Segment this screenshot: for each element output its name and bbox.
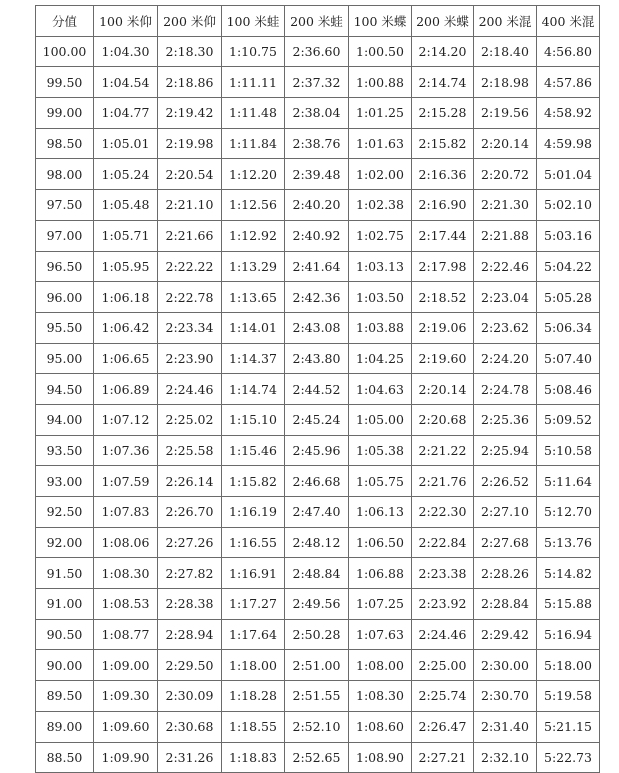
- time-cell: 2:19.60: [412, 343, 474, 374]
- table-row: [36, 282, 600, 313]
- time-cell: 2:17.98: [412, 251, 474, 282]
- score-cell: 91.00: [36, 589, 94, 620]
- time-cell: 1:06.89: [94, 374, 158, 405]
- time-cell: 1:09.00: [94, 650, 158, 681]
- score-cell: 95.00: [36, 343, 94, 374]
- time-cell: 5:06.34: [537, 312, 600, 343]
- time-cell: 2:25.74: [412, 681, 474, 712]
- time-cell: 2:25.00: [412, 650, 474, 681]
- time-cell: 2:31.26: [158, 742, 222, 773]
- time-cell: 2:26.52: [474, 466, 537, 497]
- time-cell: 2:20.54: [158, 159, 222, 190]
- time-cell: 1:06.18: [94, 282, 158, 313]
- swimming-score-table: [35, 5, 600, 773]
- time-cell: 1:02.00: [349, 159, 412, 190]
- time-cell: 2:24.78: [474, 374, 537, 405]
- time-cell: 2:24.46: [412, 619, 474, 650]
- time-cell: 1:14.37: [222, 343, 285, 374]
- score-cell: 92.00: [36, 527, 94, 558]
- time-cell: 2:41.64: [285, 251, 349, 282]
- time-cell: 1:11.11: [222, 67, 285, 98]
- table-row: [36, 650, 600, 681]
- score-cell: 99.00: [36, 98, 94, 129]
- time-cell: 1:18.00: [222, 650, 285, 681]
- time-cell: 2:27.10: [474, 497, 537, 528]
- time-cell: 5:11.64: [537, 466, 600, 497]
- table-row: [36, 497, 600, 528]
- table-row: [36, 466, 600, 497]
- time-cell: 1:09.90: [94, 742, 158, 773]
- score-cell: 96.00: [36, 282, 94, 313]
- time-cell: 5:04.22: [537, 251, 600, 282]
- time-cell: 2:22.30: [412, 497, 474, 528]
- header-row: [36, 6, 600, 37]
- score-cell: 97.50: [36, 190, 94, 221]
- time-cell: 1:05.71: [94, 220, 158, 251]
- time-cell: 1:09.60: [94, 711, 158, 742]
- time-cell: 1:17.64: [222, 619, 285, 650]
- score-cell: 98.00: [36, 159, 94, 190]
- score-cell: 90.00: [36, 650, 94, 681]
- time-cell: 2:23.92: [412, 589, 474, 620]
- time-cell: 2:18.52: [412, 282, 474, 313]
- time-cell: 5:21.15: [537, 711, 600, 742]
- time-cell: 2:14.20: [412, 36, 474, 67]
- time-cell: 1:05.01: [94, 128, 158, 159]
- time-cell: 2:32.10: [474, 742, 537, 773]
- time-cell: 1:13.65: [222, 282, 285, 313]
- table-row: [36, 527, 600, 558]
- time-cell: 2:27.26: [158, 527, 222, 558]
- time-cell: 2:40.92: [285, 220, 349, 251]
- score-cell: 91.50: [36, 558, 94, 589]
- time-cell: 2:21.66: [158, 220, 222, 251]
- time-cell: 1:07.83: [94, 497, 158, 528]
- time-cell: 2:18.86: [158, 67, 222, 98]
- score-cell: 96.50: [36, 251, 94, 282]
- table-row: [36, 251, 600, 282]
- score-cell: 97.00: [36, 220, 94, 251]
- time-cell: 2:38.04: [285, 98, 349, 129]
- time-cell: 2:25.94: [474, 435, 537, 466]
- time-cell: 2:44.52: [285, 374, 349, 405]
- time-cell: 2:46.68: [285, 466, 349, 497]
- time-cell: 2:23.04: [474, 282, 537, 313]
- time-cell: 2:24.46: [158, 374, 222, 405]
- time-cell: 1:14.74: [222, 374, 285, 405]
- time-cell: 1:03.50: [349, 282, 412, 313]
- time-cell: 1:07.59: [94, 466, 158, 497]
- time-cell: 1:18.55: [222, 711, 285, 742]
- time-cell: 5:19.58: [537, 681, 600, 712]
- time-cell: 2:30.00: [474, 650, 537, 681]
- time-cell: 1:02.75: [349, 220, 412, 251]
- time-cell: 1:15.10: [222, 404, 285, 435]
- time-cell: 1:18.28: [222, 681, 285, 712]
- time-cell: 1:04.63: [349, 374, 412, 405]
- time-cell: 2:23.34: [158, 312, 222, 343]
- column-header: 400 米混: [537, 6, 600, 37]
- time-cell: 2:28.26: [474, 558, 537, 589]
- time-cell: 2:20.68: [412, 404, 474, 435]
- time-cell: 1:00.50: [349, 36, 412, 67]
- table-row: [36, 128, 600, 159]
- time-cell: 1:04.54: [94, 67, 158, 98]
- score-cell: 95.50: [36, 312, 94, 343]
- table-body: [36, 36, 600, 773]
- time-cell: 2:36.60: [285, 36, 349, 67]
- time-cell: 5:01.04: [537, 159, 600, 190]
- time-cell: 5:10.58: [537, 435, 600, 466]
- time-cell: 1:15.82: [222, 466, 285, 497]
- table-row: [36, 190, 600, 221]
- time-cell: 1:08.60: [349, 711, 412, 742]
- time-cell: 2:29.50: [158, 650, 222, 681]
- time-cell: 1:03.13: [349, 251, 412, 282]
- time-cell: 2:28.94: [158, 619, 222, 650]
- table-row: [36, 619, 600, 650]
- time-cell: 2:49.56: [285, 589, 349, 620]
- time-cell: 2:22.78: [158, 282, 222, 313]
- time-cell: 2:19.42: [158, 98, 222, 129]
- time-cell: 1:06.65: [94, 343, 158, 374]
- time-cell: 1:06.88: [349, 558, 412, 589]
- table-row: [36, 742, 600, 773]
- time-cell: 5:02.10: [537, 190, 600, 221]
- time-cell: 2:16.90: [412, 190, 474, 221]
- time-cell: 2:26.70: [158, 497, 222, 528]
- time-cell: 2:24.20: [474, 343, 537, 374]
- column-header: 200 米仰: [158, 6, 222, 37]
- time-cell: 2:37.32: [285, 67, 349, 98]
- time-cell: 5:09.52: [537, 404, 600, 435]
- time-cell: 5:16.94: [537, 619, 600, 650]
- time-cell: 1:01.63: [349, 128, 412, 159]
- score-cell: 92.50: [36, 497, 94, 528]
- time-cell: 2:20.14: [474, 128, 537, 159]
- time-cell: 2:30.09: [158, 681, 222, 712]
- time-cell: 1:16.55: [222, 527, 285, 558]
- time-cell: 2:14.74: [412, 67, 474, 98]
- score-cell: 90.50: [36, 619, 94, 650]
- time-cell: 5:18.00: [537, 650, 600, 681]
- time-cell: 1:10.75: [222, 36, 285, 67]
- table-row: [36, 98, 600, 129]
- time-cell: 1:00.88: [349, 67, 412, 98]
- time-cell: 2:52.10: [285, 711, 349, 742]
- time-cell: 2:25.58: [158, 435, 222, 466]
- score-cell: 99.50: [36, 67, 94, 98]
- time-cell: 1:06.50: [349, 527, 412, 558]
- time-cell: 1:12.56: [222, 190, 285, 221]
- score-cell: 98.50: [36, 128, 94, 159]
- column-header: 200 米蝶: [412, 6, 474, 37]
- time-cell: 2:23.90: [158, 343, 222, 374]
- time-cell: 1:08.53: [94, 589, 158, 620]
- time-cell: 1:02.38: [349, 190, 412, 221]
- table-row: [36, 67, 600, 98]
- time-cell: 1:12.20: [222, 159, 285, 190]
- table-row: [36, 711, 600, 742]
- time-cell: 5:12.70: [537, 497, 600, 528]
- time-cell: 2:26.14: [158, 466, 222, 497]
- column-header: 100 米蛙: [222, 6, 285, 37]
- time-cell: 1:07.12: [94, 404, 158, 435]
- time-cell: 5:22.73: [537, 742, 600, 773]
- time-cell: 2:40.20: [285, 190, 349, 221]
- table-row: [36, 343, 600, 374]
- score-cell: 93.50: [36, 435, 94, 466]
- time-cell: 2:21.10: [158, 190, 222, 221]
- time-cell: 5:08.46: [537, 374, 600, 405]
- time-cell: 2:18.40: [474, 36, 537, 67]
- time-cell: 2:20.14: [412, 374, 474, 405]
- time-cell: 2:30.68: [158, 711, 222, 742]
- time-cell: 1:18.83: [222, 742, 285, 773]
- time-cell: 5:03.16: [537, 220, 600, 251]
- time-cell: 2:50.28: [285, 619, 349, 650]
- time-cell: 2:27.21: [412, 742, 474, 773]
- score-cell: 93.00: [36, 466, 94, 497]
- time-cell: 1:07.36: [94, 435, 158, 466]
- time-cell: 2:15.82: [412, 128, 474, 159]
- score-cell: 94.00: [36, 404, 94, 435]
- time-cell: 5:07.40: [537, 343, 600, 374]
- time-cell: 2:28.38: [158, 589, 222, 620]
- time-cell: 2:43.08: [285, 312, 349, 343]
- table-row: [36, 36, 600, 67]
- time-cell: 2:25.02: [158, 404, 222, 435]
- time-cell: 2:21.30: [474, 190, 537, 221]
- table-row: [36, 681, 600, 712]
- time-cell: 1:05.75: [349, 466, 412, 497]
- time-cell: 4:57.86: [537, 67, 600, 98]
- time-cell: 1:11.84: [222, 128, 285, 159]
- time-cell: 2:28.84: [474, 589, 537, 620]
- time-cell: 1:08.06: [94, 527, 158, 558]
- time-cell: 1:17.27: [222, 589, 285, 620]
- time-cell: 1:06.13: [349, 497, 412, 528]
- table-row: [36, 159, 600, 190]
- time-cell: 2:16.36: [412, 159, 474, 190]
- time-cell: 1:06.42: [94, 312, 158, 343]
- time-cell: 2:17.44: [412, 220, 474, 251]
- column-header: 分值: [36, 6, 94, 37]
- time-cell: 5:15.88: [537, 589, 600, 620]
- time-cell: 1:16.91: [222, 558, 285, 589]
- column-header: 200 米蛙: [285, 6, 349, 37]
- time-cell: 2:26.47: [412, 711, 474, 742]
- time-cell: 2:19.98: [158, 128, 222, 159]
- time-cell: 1:08.90: [349, 742, 412, 773]
- score-cell: 89.50: [36, 681, 94, 712]
- time-cell: 1:04.30: [94, 36, 158, 67]
- table-row: [36, 589, 600, 620]
- time-cell: 1:03.88: [349, 312, 412, 343]
- time-cell: 1:05.24: [94, 159, 158, 190]
- column-header: 100 米蝶: [349, 6, 412, 37]
- time-cell: 2:15.28: [412, 98, 474, 129]
- time-cell: 2:19.06: [412, 312, 474, 343]
- table-row: [36, 558, 600, 589]
- time-cell: 2:45.96: [285, 435, 349, 466]
- time-cell: 2:22.84: [412, 527, 474, 558]
- time-cell: 1:05.48: [94, 190, 158, 221]
- time-cell: 2:52.65: [285, 742, 349, 773]
- time-cell: 2:30.70: [474, 681, 537, 712]
- score-cell: 94.50: [36, 374, 94, 405]
- time-cell: 1:01.25: [349, 98, 412, 129]
- time-cell: 1:07.63: [349, 619, 412, 650]
- table-header: [36, 6, 600, 37]
- time-cell: 1:07.25: [349, 589, 412, 620]
- time-cell: 1:04.25: [349, 343, 412, 374]
- time-cell: 2:38.76: [285, 128, 349, 159]
- time-cell: 1:11.48: [222, 98, 285, 129]
- time-cell: 1:15.46: [222, 435, 285, 466]
- time-cell: 2:42.36: [285, 282, 349, 313]
- table-row: [36, 374, 600, 405]
- time-cell: 5:14.82: [537, 558, 600, 589]
- column-header: 100 米仰: [94, 6, 158, 37]
- time-cell: 2:51.00: [285, 650, 349, 681]
- time-cell: 2:39.48: [285, 159, 349, 190]
- time-cell: 2:48.12: [285, 527, 349, 558]
- time-cell: 4:56.80: [537, 36, 600, 67]
- time-cell: 2:18.98: [474, 67, 537, 98]
- time-cell: 2:19.56: [474, 98, 537, 129]
- time-cell: 1:05.95: [94, 251, 158, 282]
- time-cell: 1:16.19: [222, 497, 285, 528]
- time-cell: 2:21.76: [412, 466, 474, 497]
- time-cell: 1:08.77: [94, 619, 158, 650]
- time-cell: 2:29.42: [474, 619, 537, 650]
- time-cell: 1:08.30: [349, 681, 412, 712]
- time-cell: 1:08.30: [94, 558, 158, 589]
- time-cell: 2:23.38: [412, 558, 474, 589]
- time-cell: 1:14.01: [222, 312, 285, 343]
- time-cell: 4:59.98: [537, 128, 600, 159]
- time-cell: 2:43.80: [285, 343, 349, 374]
- time-cell: 2:51.55: [285, 681, 349, 712]
- time-cell: 2:22.22: [158, 251, 222, 282]
- column-header: 200 米混: [474, 6, 537, 37]
- time-cell: 1:04.77: [94, 98, 158, 129]
- time-cell: 2:23.62: [474, 312, 537, 343]
- time-cell: 2:31.40: [474, 711, 537, 742]
- table-row: [36, 220, 600, 251]
- score-cell: 89.00: [36, 711, 94, 742]
- time-cell: 2:27.82: [158, 558, 222, 589]
- time-cell: 1:08.00: [349, 650, 412, 681]
- time-cell: 2:18.30: [158, 36, 222, 67]
- time-cell: 2:45.24: [285, 404, 349, 435]
- table-row: [36, 312, 600, 343]
- time-cell: 2:22.46: [474, 251, 537, 282]
- time-cell: 2:27.68: [474, 527, 537, 558]
- table-row: [36, 435, 600, 466]
- time-cell: 5:13.76: [537, 527, 600, 558]
- time-cell: 4:58.92: [537, 98, 600, 129]
- time-cell: 1:05.00: [349, 404, 412, 435]
- time-cell: 2:21.22: [412, 435, 474, 466]
- time-cell: 1:05.38: [349, 435, 412, 466]
- score-cell: 88.50: [36, 742, 94, 773]
- time-cell: 5:05.28: [537, 282, 600, 313]
- time-cell: 1:09.30: [94, 681, 158, 712]
- time-cell: 2:25.36: [474, 404, 537, 435]
- time-cell: 2:48.84: [285, 558, 349, 589]
- table-row: [36, 404, 600, 435]
- time-cell: 1:12.92: [222, 220, 285, 251]
- time-cell: 1:13.29: [222, 251, 285, 282]
- time-cell: 2:21.88: [474, 220, 537, 251]
- score-cell: 100.00: [36, 36, 94, 67]
- time-cell: 2:20.72: [474, 159, 537, 190]
- time-cell: 2:47.40: [285, 497, 349, 528]
